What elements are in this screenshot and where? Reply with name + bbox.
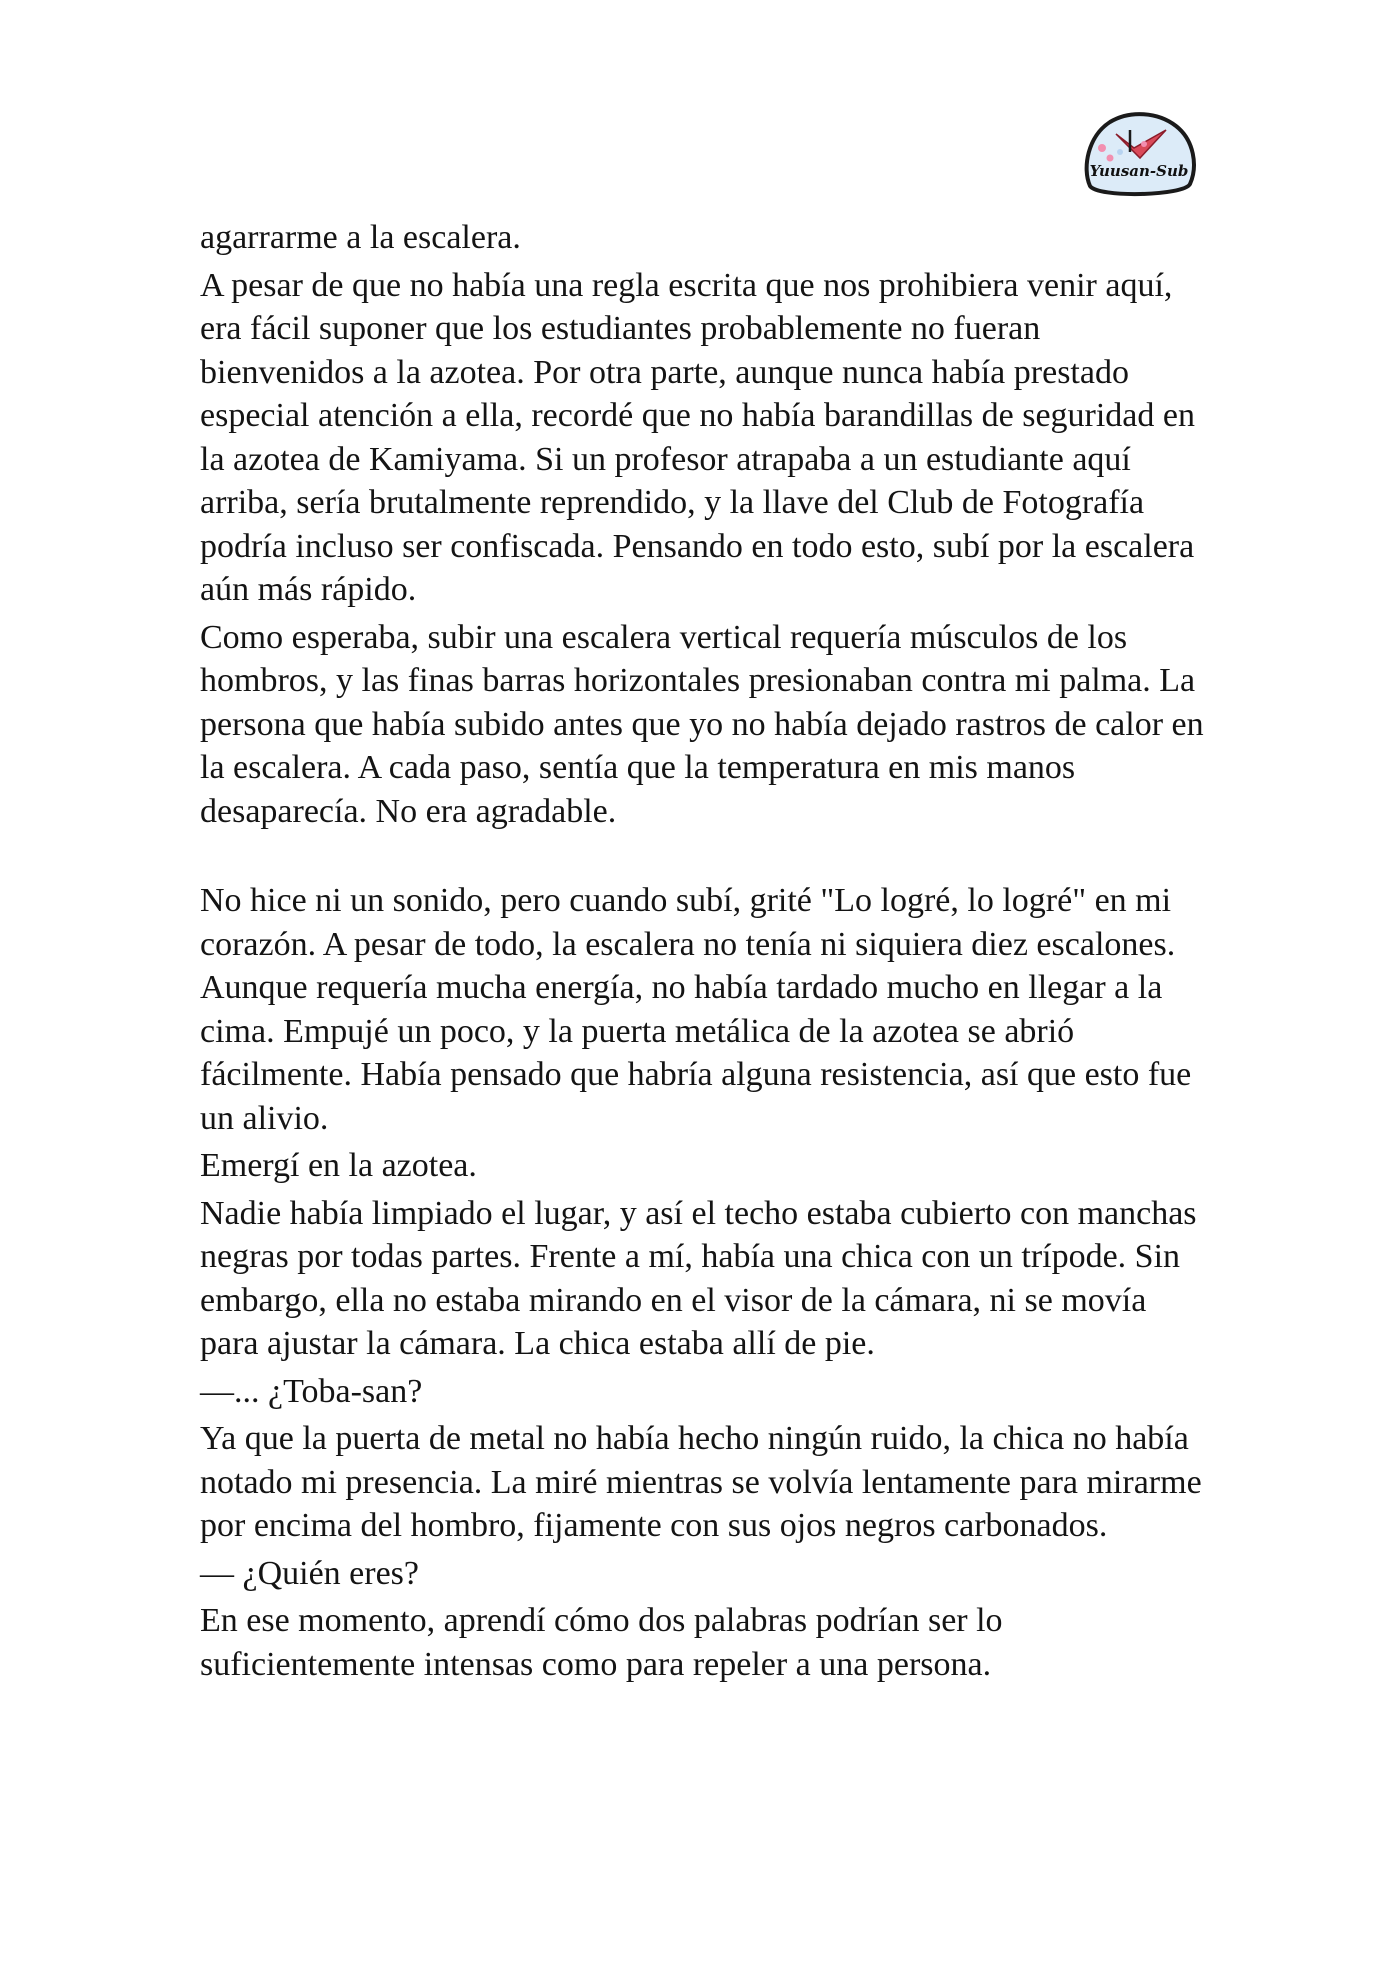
paragraph: agarrarme a la escalera. xyxy=(200,219,521,256)
logo-flower xyxy=(1117,149,1123,155)
yuusan-sub-logo xyxy=(1080,108,1198,200)
dialogue-line: — ¿Quién eres? xyxy=(200,1554,420,1592)
logo-flower xyxy=(1098,144,1106,152)
paragraph: Ya que la puerta de metal no había hecho ningún ruido, la chica no había notado mi presencia. La miré mientras se volvía lentamente para mirarme por encima del hombro, fijamente con sus ojos negros carbonados. xyxy=(200,1420,1202,1544)
body-text xyxy=(200,216,1210,1690)
logo-text: Yuusan-Sub xyxy=(1089,162,1189,180)
dialogue-line: —... ¿Toba-san? xyxy=(200,1372,423,1410)
paragraph: No hice ni un sonido, pero cuando subí, grité "Lo logré, lo logré" en mi corazón. A pesar de todo, la escalera no tenía ni siquiera diez escalones. Aunque requería mucha energía, no había tardado mucho en llegar a la cima. Empujé un poco, y la puerta metálica de la azotea se abrió fácilmente. Había pensado que habría alguna resistencia, así que esto fue un alivio. xyxy=(200,882,1192,1137)
logo-flower xyxy=(1141,141,1147,147)
paragraph: En ese momento, aprendí cómo dos palabras podrían ser lo suficientemente intensas como para repeler a una persona. xyxy=(200,1602,1003,1683)
logo-graphic xyxy=(1080,108,1198,200)
paragraph: A pesar de que no había una regla escrita que nos prohibiera venir aquí, era fácil suponer que los estudiantes probablemente no fueran bienvenidos a la azotea. Por otra parte, aunque nunca había prestado especial atención a ella, recordé que no había barandillas de seguridad en la azotea de Kamiyama. Si un profesor atrapaba a un estudiante aquí arriba, sería brutalmente reprendido, y la llave del Club de Fotografía podría incluso ser confiscada. Pensando en todo esto, subí por la escalera aún más rápido. xyxy=(200,266,1195,608)
paragraph: Nadie había limpiado el lugar, y así el techo estaba cubierto con manchas negras por todas partes. Frente a mí, había una chica con un trípode. Sin embargo, ella no estaba mirando en el visor de la cámara, ni se movía para ajustar la cámara. La chica estaba allí de pie. xyxy=(200,1194,1197,1362)
paragraph: Como esperaba, subir una escalera vertical requería músculos de los hombros, y las finas barras horizontales presionaban contra mi palma. La persona que había subido antes que yo no había dejado rastros de calor en la escalera. A cada paso, sentía que la temperatura en mis manos desaparecía. No era agradable. xyxy=(200,618,1204,830)
logo-flower xyxy=(1107,155,1114,162)
paragraph: Emergí en la azotea. xyxy=(200,1147,477,1184)
